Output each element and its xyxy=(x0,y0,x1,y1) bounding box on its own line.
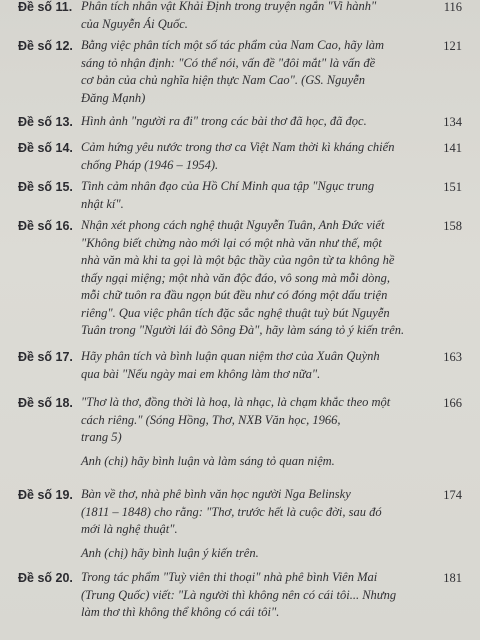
text-line: (1811 – 1848) cho rằng: "Thơ, trước hết là cuộc đời, sau đó xyxy=(81,504,382,519)
entry-label: Đề số 18. xyxy=(18,396,73,410)
text-line: mỗi chữ tuôn ra đầu ngọn bút đều như có đóng một dấu triện xyxy=(81,288,388,302)
entry-label: Đề số 16. xyxy=(18,219,73,233)
text-line: của Nguyễn Ái Quốc. xyxy=(81,16,188,31)
text-line: Bằng việc phân tích một số tác phẩm của Nam Cao, hãy làm xyxy=(81,38,385,52)
text-line: Phân tích nhân vật Khải Định trong truyện ngắn "Vi hành" xyxy=(81,0,377,13)
page-number: 158 xyxy=(443,219,462,233)
page-number: 166 xyxy=(443,396,462,410)
text-line: Tuân trong "Người lái đò Sông Đà", hãy làm sáng tỏ ý kiến trên. xyxy=(81,323,405,337)
entry-label: Đề số 17. xyxy=(18,350,73,364)
page-number: 174 xyxy=(443,488,462,502)
text-line: mới là nghệ thuật". xyxy=(81,522,178,536)
entry-text xyxy=(81,569,417,622)
page-number: 181 xyxy=(443,571,462,585)
text-line: sáng tỏ nhận định: "Có thể nói, vấn đề "đôi mắt" là vấn đề xyxy=(81,55,376,70)
text-line: "Không biết chừng nào mới lại có một nhà văn như thế, một xyxy=(81,235,382,250)
text-line: riêng". Qua việc phân tích đặc sắc nghệ thuật tuỳ bút Nguyễn xyxy=(81,305,390,320)
entry-text xyxy=(81,0,417,33)
entry-label: Đề số 15. xyxy=(18,180,73,194)
text-line: cơ bản của chủ nghĩa hiện thực Nam Cao". (GS. Nguyễn xyxy=(81,73,365,87)
entry-label: Đề số 19. xyxy=(18,488,73,502)
entry-label: Đề số 20. xyxy=(18,571,73,585)
text-line: Hình ảnh "người ra đi" trong các bài thơ đã học, đã đọc. xyxy=(81,114,367,128)
entry-label: Đề số 14. xyxy=(18,141,73,155)
entry-text xyxy=(81,139,417,174)
text-line: cách riêng." (Sóng Hồng, Thơ, NXB Văn học, 1966, xyxy=(81,412,341,427)
text-line: Hãy phân tích và bình luận quan niệm thơ của Xuân Quỳnh xyxy=(81,349,380,363)
text-line: nhà văn mà khi ta gọi là một bậc thầy của ngôn từ ta không hề xyxy=(81,253,395,267)
entry-text xyxy=(81,394,417,470)
page-number: 116 xyxy=(443,0,462,14)
entry-text xyxy=(81,113,417,131)
entry-text xyxy=(81,178,417,213)
text-line: qua bài "Nếu ngày mai em không làm thơ nữa". xyxy=(81,366,321,381)
text-line: "Thơ là thơ, đồng thời là hoạ, là nhạc, là chạm khắc theo một xyxy=(81,395,391,409)
text-line: Đăng Mạnh) xyxy=(81,90,146,105)
page-number: 141 xyxy=(443,141,462,155)
page-number: 134 xyxy=(443,115,462,129)
text-line: Bàn về thơ, nhà phê bình văn học người Nga Belinsky xyxy=(81,487,351,501)
entry-text xyxy=(81,217,417,340)
page-number: 163 xyxy=(443,350,462,364)
text-line: làm thơ thì không thể không có cái tôi". xyxy=(81,605,280,619)
text-line: thấy ngại miệng; một nhà văn độc đáo, vô song mà mỗi dòng, xyxy=(81,270,390,285)
text-line: Tình cảm nhân đạo của Hồ Chí Minh qua tập "Ngục trung xyxy=(81,179,375,193)
text-line: Trong tác phẩm "Tuỳ viên thi thoại" nhà phê bình Viên Mai xyxy=(81,570,378,584)
text-line: Cảm hứng yêu nước trong thơ ca Việt Nam thời kì kháng chiến xyxy=(81,140,395,154)
text-line: (Trung Quốc) viết: "Là người thì không nên có cái tôi... Nhưng xyxy=(81,587,397,602)
page-number: 121 xyxy=(443,39,462,53)
text-line: chống Pháp (1946 – 1954). xyxy=(81,157,219,172)
text-line: nhật kí". xyxy=(81,196,124,211)
text-line: trang 5) xyxy=(81,430,122,444)
instruction-note: Anh (chị) hãy bình luận ý kiến trên. xyxy=(81,545,259,560)
entry-label: Đề số 12. xyxy=(18,39,73,53)
entry-label: Đề số 13. xyxy=(18,115,73,129)
page-number: 151 xyxy=(443,180,462,194)
entry-text xyxy=(81,37,417,107)
instruction-note: Anh (chị) hãy bình luận và làm sáng tỏ quan niệm. xyxy=(81,453,335,468)
text-line: Nhận xét phong cách nghệ thuật Nguyễn Tuân, Anh Đức viết xyxy=(81,218,385,232)
entry-text xyxy=(81,348,417,383)
entry-label: Đề số 11. xyxy=(18,0,73,14)
entry-text xyxy=(81,486,417,562)
